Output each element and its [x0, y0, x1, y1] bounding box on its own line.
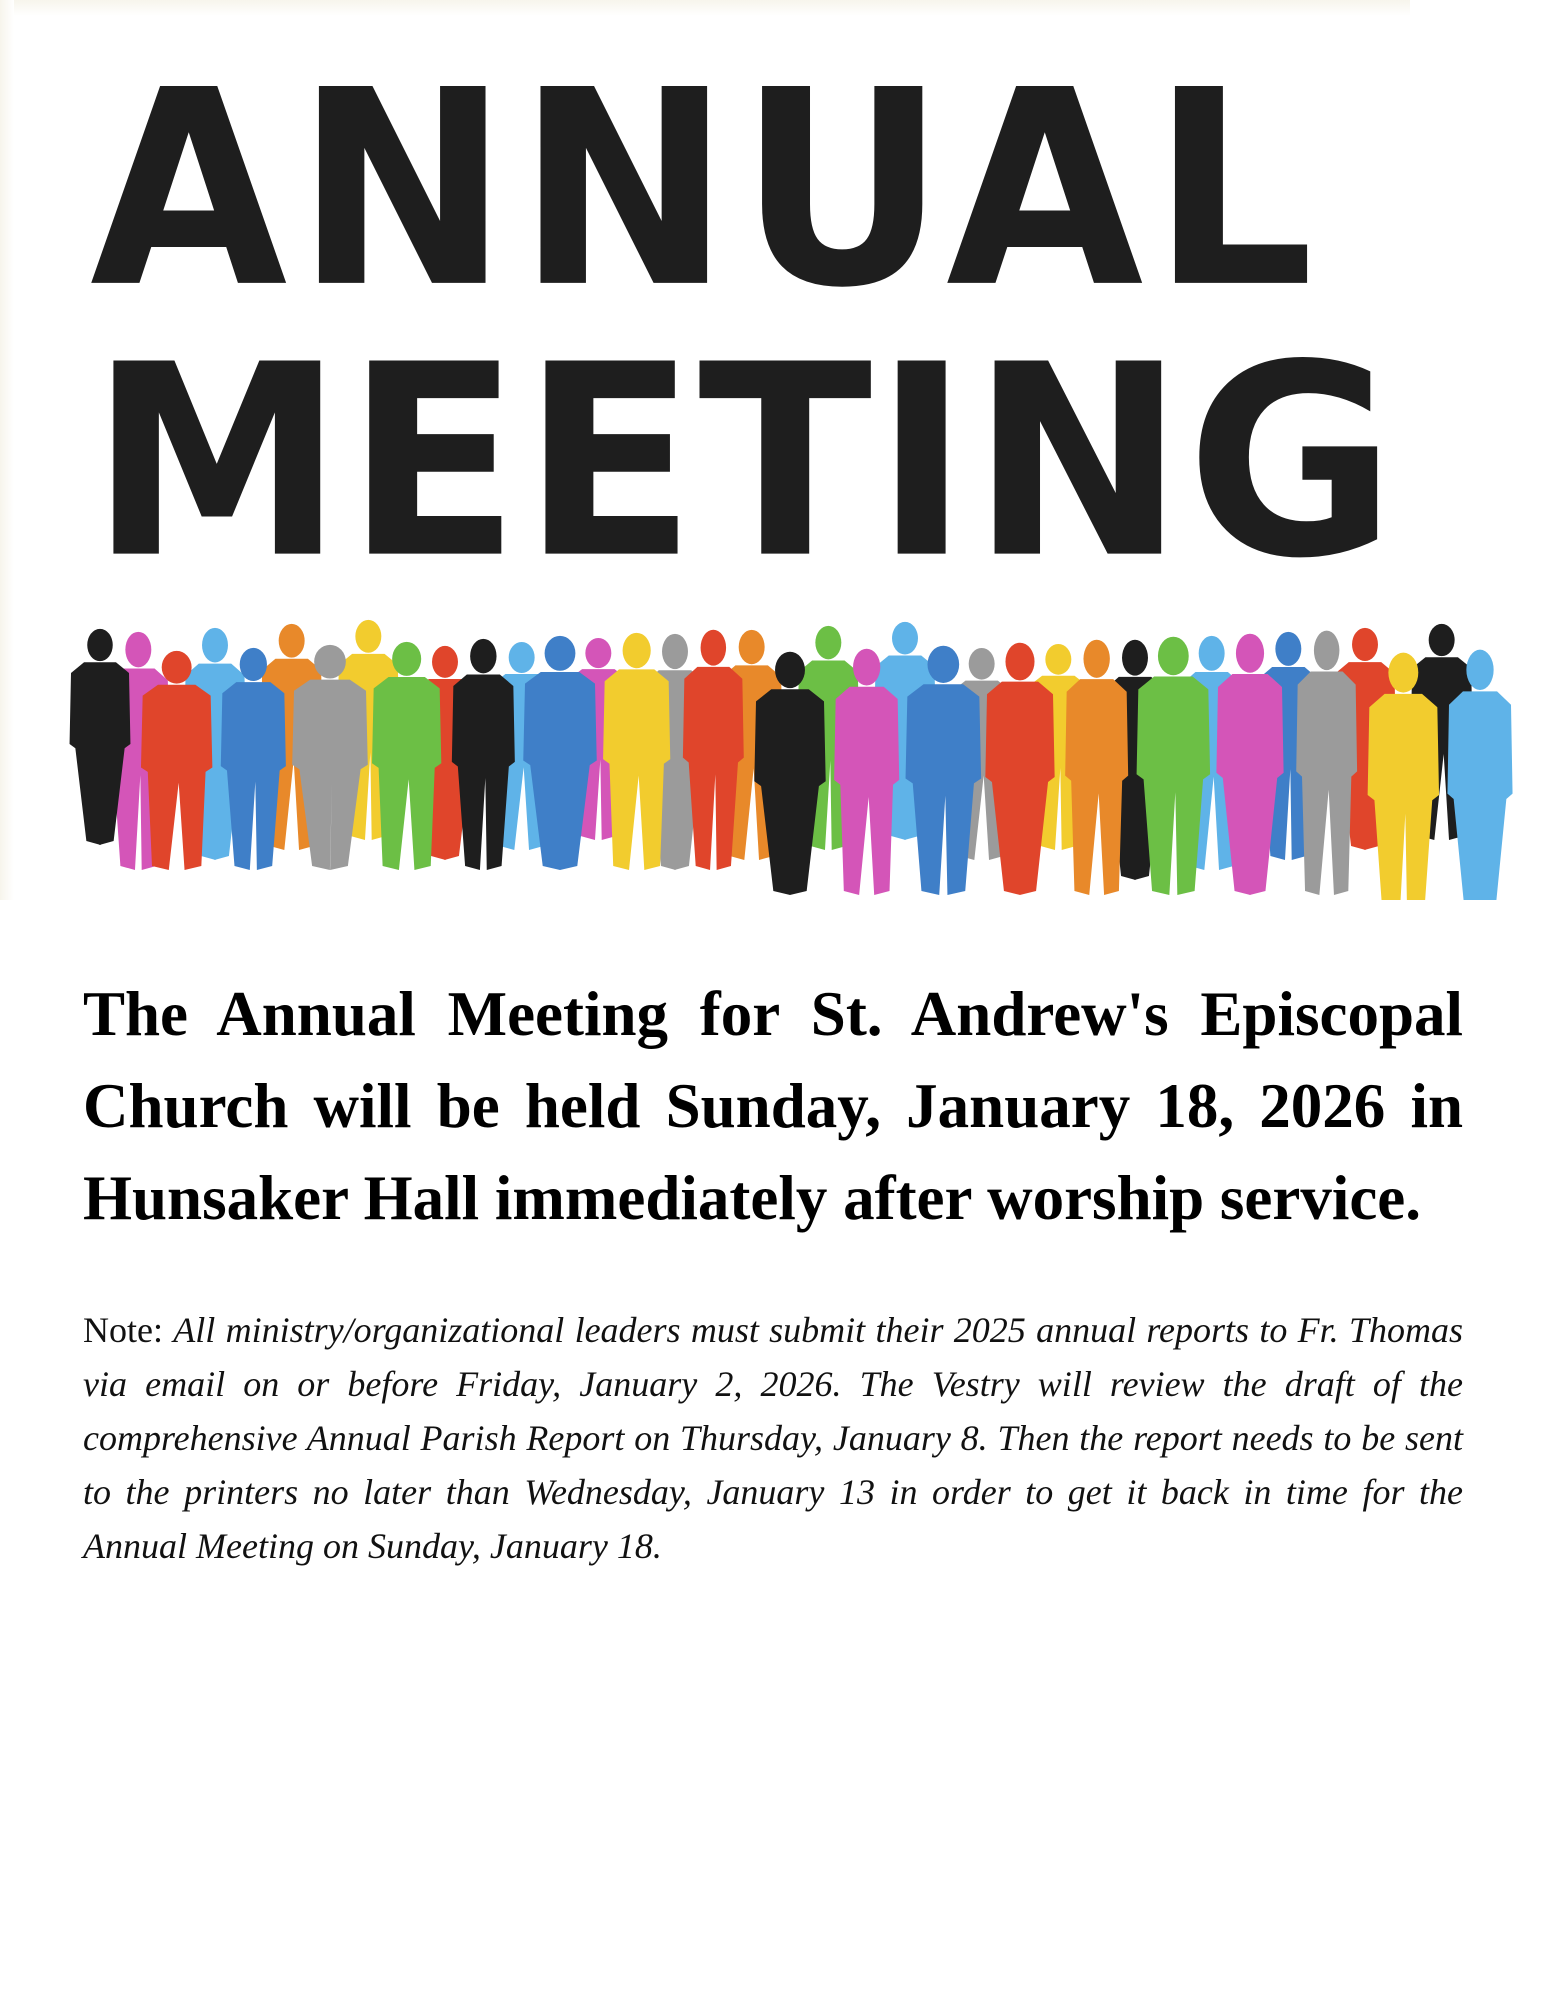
- note-body: All ministry/organizational leaders must submit their 2025 annual reports to Fr. Thomas via email on or before Friday, January 2, 2026. The Vestry will review the draft of the comprehensive Annual Parish Report on Thursday, January 8. Then the report needs to be sent to the printers no later than Wednesday, January 13 in order to get it back in time for the Annual Meeting on Sunday, January 18.: [83, 1310, 1463, 1566]
- banner-title-line-2: MEETING: [90, 307, 1398, 617]
- person-silhouette: [603, 633, 670, 870]
- meeting-announcement-headline: The Annual Meeting for St. Andrew's Episcopal Church will be held Sunday, January 18, 2026 in Hunsaker Hall immediately after worship service.: [83, 979, 1463, 1233]
- note-label: Note:: [83, 1310, 174, 1350]
- crowd-silhouettes-icon: [0, 600, 1545, 900]
- annual-meeting-banner: [0, 0, 1545, 900]
- note-paragraph: [83, 1303, 1463, 1573]
- banner-title-line-1: ANNUAL: [90, 32, 1323, 347]
- banner-edge-top: [0, 0, 1410, 16]
